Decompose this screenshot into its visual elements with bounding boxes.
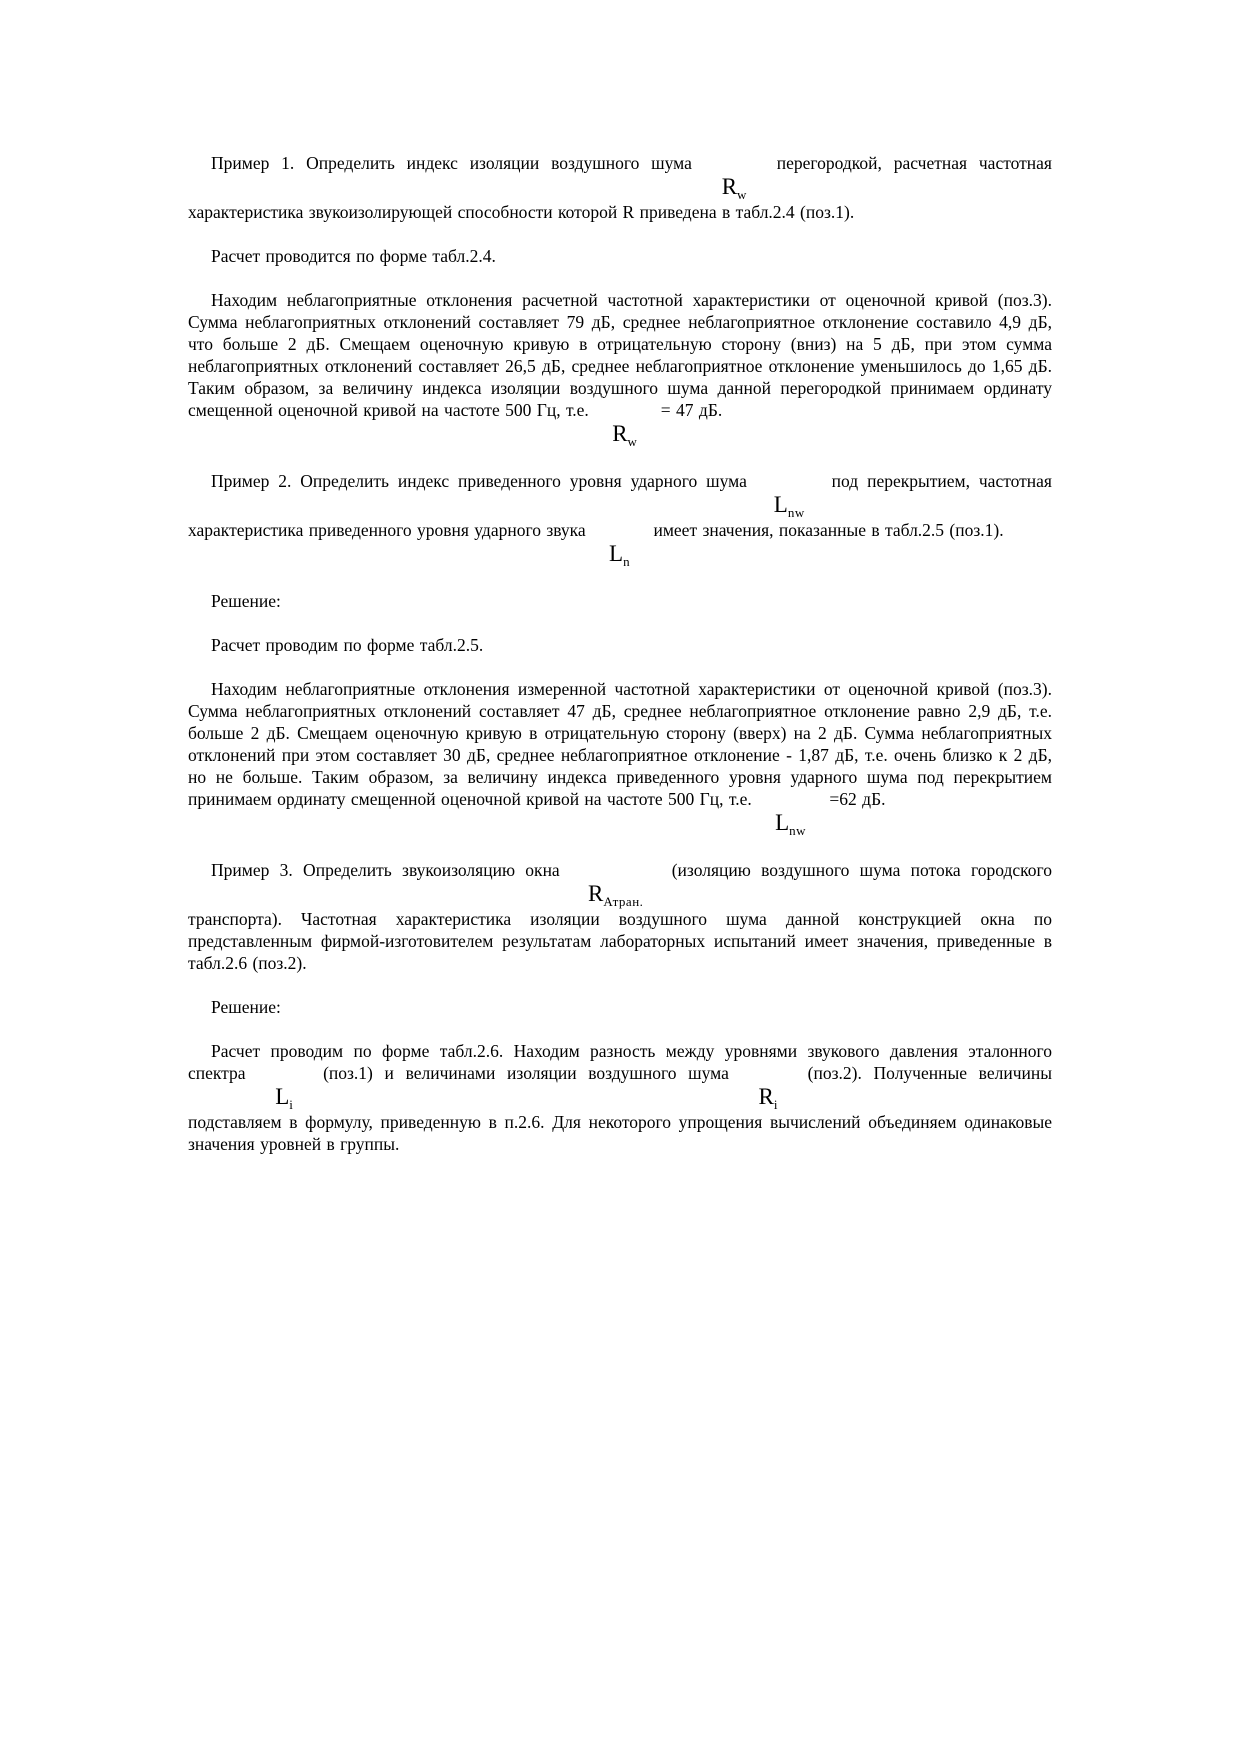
formula-l-i bbox=[275, 1085, 293, 1111]
paragraph-example-2-solution-label: Решение: bbox=[211, 591, 281, 611]
formula-r-w bbox=[722, 175, 747, 201]
formula-r-a-tran-base: R bbox=[588, 881, 604, 906]
formula-r-i-base: R bbox=[758, 1084, 774, 1109]
paragraph-example-3-solution: Расчет проводим по форме табл.2.6. Находим разность между уровнями звукового давления эталонного спектра $L_i$ (поз.1) и величинами изоляции воздушного шума $R_i$ (поз.2). Полученные величины подставляем в формулу, приведенную в п.2.6. Для некоторого упрощения вычислений объединяем одинаковые значения уровней в группы. bbox=[188, 1041, 1052, 1154]
formula-l-n-subscript: n bbox=[623, 554, 631, 569]
formula-l-nw bbox=[775, 811, 806, 837]
formula-r-w-base: R bbox=[721, 174, 738, 199]
formula-l-nw-subscript: nw bbox=[787, 505, 805, 520]
formula-l-nw-subscript: nw bbox=[789, 823, 807, 838]
paragraph-example-2-form: Расчет проводим по форме табл.2.5. bbox=[211, 635, 484, 655]
formula-l-n bbox=[609, 542, 630, 568]
formula-r-i-subscript: i bbox=[773, 1097, 779, 1112]
paragraph-example-1-form: Расчет проводится по форме табл.2.4. bbox=[211, 246, 496, 266]
paragraph-example-2-intro: Пример 2. Определить индекс приведенного уровня ударного шума $L_{nw}$ под перекрытием, частотная характеристика приведенного уровня ударного звука $L_n$ имеет значения, показанные в табл.2.5 (поз.1). bbox=[188, 471, 1052, 569]
formula-l-nw-base: L bbox=[775, 810, 790, 835]
formula-r-a-tran-subscript: Атран. bbox=[603, 894, 644, 909]
paragraph-example-1-solution: Находим неблагоприятные отклонения расчетной частотной характеристики от оценочной кривой (поз.3). Сумма неблагоприятных отклонений составляет 79 дБ, среднее неблагоприятное отклонение составило 4,9 дБ, что больше 2 дБ. Смещаем оценочную кривую в отрицательную сторону (вниз) на 5 дБ, при этом сумма неблагоприятных отклонений составляет 26,5 дБ, среднее неблагоприятное отклонение уменьшилось до 1,65 дБ. Таким образом, за величину индекса изоляции воздушного шума данной перегородкой принимаем ординату смещенной оценочной кривой на частоте 500 Гц, т.е. $R_w = 47$ дБ. bbox=[188, 290, 1052, 449]
paragraph-example-2-solution: Находим неблагоприятные отклонения измеренной частотной характеристики от оценочной кривой (поз.3). Сумма неблагоприятных отклонений составляет 47 дБ, среднее неблагоприятное отклонение равно 2,9 дБ, т.е. больше 2 дБ. Смещаем оценочную кривую в отрицательную сторону (вверх) на 2 дБ. Сумма неблагоприятных отклонений при этом составляет 30 дБ, среднее неблагоприятное отклонение - 1,87 дБ, т.е. очень близко к 2 дБ, но не больше. Таким образом, за величину индекса приведенного уровня ударного шума под перекрытием принимаем ординату смещенной оценочной кривой на частоте 500 Гц, т.е. $L_{nw} =62$ дБ. bbox=[188, 679, 1052, 838]
paragraph-example-1-intro: Пример 1. Определить индекс изоляции воздушного шума $R_w$ перегородкой, расчетная частотная характеристика звукоизолирующей способности которой R приведена в табл.2.4 (поз.1). bbox=[188, 153, 1052, 222]
paragraph-example-3-intro: Пример 3. Определить звукоизоляцию окна $R_{Атран.}$ (изоляцию воздушного шума потока городского транспорта). Частотная характеристика изоляции воздушного шума данной конструкцией окна по представленным фирмой-изготовителем результатам лабораторных испытаний имеет значения, приведенные в табл.2.6 (поз.2). bbox=[188, 860, 1053, 973]
formula-l-i-subscript: i bbox=[289, 1097, 294, 1112]
document-body bbox=[188, 152, 1052, 1177]
formula-l-i-base: L bbox=[275, 1084, 290, 1109]
formula-r-w bbox=[612, 422, 637, 448]
paragraph-example-3-solution-label: Решение: bbox=[211, 997, 281, 1017]
formula-l-nw bbox=[774, 493, 805, 519]
formula-r-a-tran bbox=[588, 882, 643, 908]
formula-r-w-subscript: w bbox=[737, 187, 747, 202]
formula-r-w-base: R bbox=[612, 421, 628, 446]
formula-l-nw-base: L bbox=[773, 492, 788, 517]
formula-l-n-base: L bbox=[609, 541, 624, 566]
formula-r-w-subscript: w bbox=[627, 434, 638, 449]
formula-r-i bbox=[759, 1085, 778, 1111]
